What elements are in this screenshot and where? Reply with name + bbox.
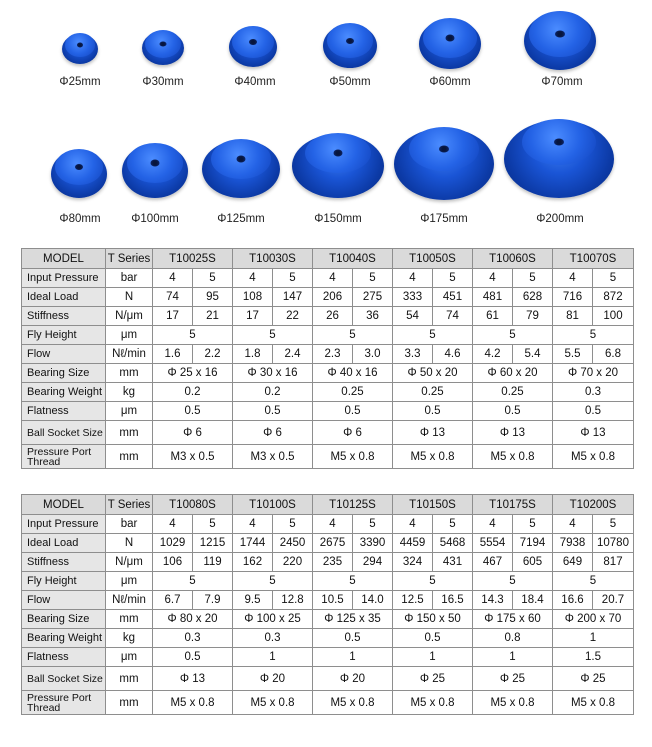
bearing-caption: Φ70mm bbox=[541, 76, 583, 88]
spec-row bbox=[22, 421, 634, 445]
cell-value: 5 bbox=[593, 269, 634, 288]
model-name: T10125S bbox=[313, 495, 393, 515]
bearing-70mm bbox=[522, 9, 598, 73]
cell-value: 1.5 bbox=[553, 648, 634, 667]
cell-value: 17 bbox=[233, 307, 273, 326]
cell-value: 5 bbox=[233, 326, 313, 345]
cell-value: 5 bbox=[153, 326, 233, 345]
bearing-30mm bbox=[140, 27, 186, 71]
cell-value: 2.4 bbox=[273, 345, 313, 364]
bearing-caption: Φ100mm bbox=[131, 213, 179, 225]
cell-value: Φ 13 bbox=[473, 421, 553, 445]
row-label: Bearing Size bbox=[22, 364, 106, 383]
cell-value: 649 bbox=[553, 553, 593, 572]
cell-value: 4.6 bbox=[433, 345, 473, 364]
cell-value: 61 bbox=[473, 307, 513, 326]
header-row bbox=[22, 495, 634, 515]
bearing-photos bbox=[0, 0, 652, 240]
cell-value: 7.9 bbox=[193, 591, 233, 610]
spec-row bbox=[22, 591, 634, 610]
cell-value: 4 bbox=[233, 269, 273, 288]
spec-row bbox=[22, 648, 634, 667]
model-name: T10025S bbox=[153, 249, 233, 269]
cell-value: 36 bbox=[353, 307, 393, 326]
bearing-100mm bbox=[120, 140, 190, 202]
cell-value: Φ 70 x 20 bbox=[553, 364, 634, 383]
cell-value: 79 bbox=[513, 307, 553, 326]
cell-value: M5 x 0.8 bbox=[553, 445, 634, 469]
cell-value: 74 bbox=[433, 307, 473, 326]
cell-value: M5 x 0.8 bbox=[473, 445, 553, 469]
cell-value: 716 bbox=[553, 288, 593, 307]
cell-value: 481 bbox=[473, 288, 513, 307]
cell-value: 5.5 bbox=[553, 345, 593, 364]
cell-value: 5 bbox=[593, 515, 634, 534]
row-unit: N/μm bbox=[106, 553, 153, 572]
bearing-50mm bbox=[322, 20, 378, 72]
cell-value: M5 x 0.8 bbox=[393, 691, 473, 715]
cell-value: 4 bbox=[233, 515, 273, 534]
bearing-25mm bbox=[60, 30, 100, 70]
cell-value: 294 bbox=[353, 553, 393, 572]
cell-value: Φ 80 x 20 bbox=[153, 610, 233, 629]
cell-value: 5 bbox=[553, 326, 634, 345]
row-unit: μm bbox=[106, 402, 153, 421]
cell-value: 5 bbox=[473, 572, 553, 591]
cell-value: 3.0 bbox=[353, 345, 393, 364]
cell-value: 10780 bbox=[593, 534, 634, 553]
cell-value: 0.2 bbox=[153, 383, 233, 402]
spec-row bbox=[22, 402, 634, 421]
cell-value: 9.5 bbox=[233, 591, 273, 610]
spec-row bbox=[22, 288, 634, 307]
cell-value: M5 x 0.8 bbox=[553, 691, 634, 715]
cell-value: 7938 bbox=[553, 534, 593, 553]
cell-value: 162 bbox=[233, 553, 273, 572]
row-label: Pressure Port Thread bbox=[22, 691, 106, 715]
cell-value: 1744 bbox=[233, 534, 273, 553]
cell-value: 4 bbox=[153, 515, 193, 534]
cell-value: 14.0 bbox=[353, 591, 393, 610]
row-label: Ball Socket Size bbox=[22, 667, 106, 691]
cell-value: Φ 13 bbox=[153, 667, 233, 691]
cell-value: 2675 bbox=[313, 534, 353, 553]
bearing-caption: Φ150mm bbox=[314, 213, 362, 225]
row-unit: mm bbox=[106, 667, 153, 691]
cell-value: 0.5 bbox=[313, 402, 393, 421]
row-label: Bearing Size bbox=[22, 610, 106, 629]
row-label: Fly Height bbox=[22, 326, 106, 345]
cell-value: M3 x 0.5 bbox=[153, 445, 233, 469]
cell-value: 605 bbox=[513, 553, 553, 572]
row-label: Flow bbox=[22, 591, 106, 610]
model-name: T10200S bbox=[553, 495, 634, 515]
cell-value: Φ 125 x 35 bbox=[313, 610, 393, 629]
bearing-caption: Φ25mm bbox=[59, 76, 101, 88]
cell-value: Φ 20 bbox=[313, 667, 393, 691]
spec-row bbox=[22, 326, 634, 345]
cell-value: 14.3 bbox=[473, 591, 513, 610]
cell-value: 4 bbox=[313, 269, 353, 288]
cell-value: 5 bbox=[473, 326, 553, 345]
cell-value: 1.6 bbox=[153, 345, 193, 364]
cell-value: 5 bbox=[393, 572, 473, 591]
cell-value: 106 bbox=[153, 553, 193, 572]
row-label: Pressure Port Thread bbox=[22, 445, 106, 469]
row-unit: mm bbox=[106, 610, 153, 629]
row-unit: bar bbox=[106, 269, 153, 288]
cell-value: Φ 25 bbox=[553, 667, 634, 691]
cell-value: M5 x 0.8 bbox=[313, 445, 393, 469]
spec-row bbox=[22, 572, 634, 591]
cell-value: 0.5 bbox=[473, 402, 553, 421]
cell-value: 206 bbox=[313, 288, 353, 307]
row-unit: bar bbox=[106, 515, 153, 534]
bearing-150mm bbox=[290, 130, 386, 202]
cell-value: 17 bbox=[153, 307, 193, 326]
cell-value: 100 bbox=[593, 307, 634, 326]
cell-value: Φ 175 x 60 bbox=[473, 610, 553, 629]
cell-value: 0.3 bbox=[153, 629, 233, 648]
cell-value: 4 bbox=[553, 269, 593, 288]
cell-value: 21 bbox=[193, 307, 233, 326]
cell-value: 54 bbox=[393, 307, 433, 326]
cell-value: 95 bbox=[193, 288, 233, 307]
model-name: T10060S bbox=[473, 249, 553, 269]
cell-value: M5 x 0.8 bbox=[233, 691, 313, 715]
spec-row bbox=[22, 364, 634, 383]
row-unit: mm bbox=[106, 691, 153, 715]
row-label: Input Pressure bbox=[22, 269, 106, 288]
cell-value: 451 bbox=[433, 288, 473, 307]
row-unit: μm bbox=[106, 326, 153, 345]
cell-value: 81 bbox=[553, 307, 593, 326]
cell-value: 12.8 bbox=[273, 591, 313, 610]
row-unit: N bbox=[106, 288, 153, 307]
model-name: T10040S bbox=[313, 249, 393, 269]
cell-value: Φ 6 bbox=[233, 421, 313, 445]
cell-value: Φ 25 x 16 bbox=[153, 364, 233, 383]
spec-row bbox=[22, 610, 634, 629]
cell-value: 4 bbox=[153, 269, 193, 288]
cell-value: 5 bbox=[313, 572, 393, 591]
cell-value: 108 bbox=[233, 288, 273, 307]
row-label: Input Pressure bbox=[22, 515, 106, 534]
cell-value: 7194 bbox=[513, 534, 553, 553]
cell-value: M3 x 0.5 bbox=[233, 445, 313, 469]
row-unit: mm bbox=[106, 445, 153, 469]
cell-value: 3390 bbox=[353, 534, 393, 553]
row-unit: kg bbox=[106, 383, 153, 402]
bearing-caption: Φ125mm bbox=[217, 213, 265, 225]
spec-row bbox=[22, 534, 634, 553]
cell-value: 1 bbox=[313, 648, 393, 667]
bearing-caption: Φ80mm bbox=[59, 213, 101, 225]
model-name: T10100S bbox=[233, 495, 313, 515]
cell-value: 5 bbox=[353, 515, 393, 534]
cell-value: Φ 6 bbox=[313, 421, 393, 445]
cell-value: Φ 25 bbox=[393, 667, 473, 691]
cell-value: 333 bbox=[393, 288, 433, 307]
cell-value: 5554 bbox=[473, 534, 513, 553]
row-unit: N/μm bbox=[106, 307, 153, 326]
cell-value: 0.5 bbox=[153, 402, 233, 421]
cell-value: M5 x 0.8 bbox=[313, 691, 393, 715]
cell-value: 0.5 bbox=[233, 402, 313, 421]
model-name: T10050S bbox=[393, 249, 473, 269]
cell-value: 817 bbox=[593, 553, 634, 572]
row-unit: mm bbox=[106, 421, 153, 445]
cell-value: Φ 60 x 20 bbox=[473, 364, 553, 383]
model-name: T10070S bbox=[553, 249, 634, 269]
bearing-40mm bbox=[227, 23, 279, 71]
row-label: Flow bbox=[22, 345, 106, 364]
cell-value: 0.25 bbox=[393, 383, 473, 402]
cell-value: 1029 bbox=[153, 534, 193, 553]
cell-value: 1 bbox=[393, 648, 473, 667]
cell-value: 5468 bbox=[433, 534, 473, 553]
spec-row bbox=[22, 691, 634, 715]
row-label: Stiffness bbox=[22, 553, 106, 572]
model-header: MODEL bbox=[22, 249, 106, 269]
row-label: Fly Height bbox=[22, 572, 106, 591]
cell-value: 16.6 bbox=[553, 591, 593, 610]
cell-value: 10.5 bbox=[313, 591, 353, 610]
row-label: Flatness bbox=[22, 648, 106, 667]
cell-value: 0.25 bbox=[473, 383, 553, 402]
bearing-125mm bbox=[200, 136, 282, 202]
model-name: T10175S bbox=[473, 495, 553, 515]
bearing-caption: Φ30mm bbox=[142, 76, 184, 88]
row-unit: mm bbox=[106, 364, 153, 383]
bearing-60mm bbox=[417, 15, 483, 73]
cell-value: 0.5 bbox=[393, 629, 473, 648]
cell-value: 5 bbox=[193, 515, 233, 534]
model-name: T10150S bbox=[393, 495, 473, 515]
cell-value: 6.8 bbox=[593, 345, 634, 364]
cell-value: Φ 50 x 20 bbox=[393, 364, 473, 383]
series-header: T Series bbox=[106, 495, 153, 515]
cell-value: 4 bbox=[553, 515, 593, 534]
cell-value: Φ 40 x 16 bbox=[313, 364, 393, 383]
cell-value: Φ 150 x 50 bbox=[393, 610, 473, 629]
row-unit: Nℓ/min bbox=[106, 591, 153, 610]
cell-value: 0.3 bbox=[553, 383, 634, 402]
cell-value: M5 x 0.8 bbox=[473, 691, 553, 715]
bearing-caption: Φ175mm bbox=[420, 213, 468, 225]
cell-value: M5 x 0.8 bbox=[393, 445, 473, 469]
spec-row bbox=[22, 445, 634, 469]
spec-table-2 bbox=[21, 494, 634, 715]
cell-value: 5 bbox=[233, 572, 313, 591]
bearing-caption: Φ50mm bbox=[329, 76, 371, 88]
spec-row bbox=[22, 269, 634, 288]
series-header: T Series bbox=[106, 249, 153, 269]
row-unit: μm bbox=[106, 648, 153, 667]
cell-value: 5 bbox=[193, 269, 233, 288]
row-unit: kg bbox=[106, 629, 153, 648]
bearing-caption: Φ200mm bbox=[536, 213, 584, 225]
row-unit: N bbox=[106, 534, 153, 553]
cell-value: 0.25 bbox=[313, 383, 393, 402]
spec-row bbox=[22, 629, 634, 648]
cell-value: 147 bbox=[273, 288, 313, 307]
cell-value: Φ 13 bbox=[553, 421, 634, 445]
cell-value: 4 bbox=[393, 269, 433, 288]
cell-value: 431 bbox=[433, 553, 473, 572]
cell-value: 5.4 bbox=[513, 345, 553, 364]
row-label: Ideal Load bbox=[22, 288, 106, 307]
cell-value: 275 bbox=[353, 288, 393, 307]
cell-value: 0.3 bbox=[233, 629, 313, 648]
row-unit: μm bbox=[106, 572, 153, 591]
cell-value: 1.8 bbox=[233, 345, 273, 364]
cell-value: Φ 25 bbox=[473, 667, 553, 691]
row-label: Stiffness bbox=[22, 307, 106, 326]
model-name: T10030S bbox=[233, 249, 313, 269]
cell-value: 26 bbox=[313, 307, 353, 326]
row-label: Ideal Load bbox=[22, 534, 106, 553]
spec-row bbox=[22, 553, 634, 572]
cell-value: 22 bbox=[273, 307, 313, 326]
spec-row bbox=[22, 515, 634, 534]
model-header: MODEL bbox=[22, 495, 106, 515]
cell-value: 4 bbox=[473, 269, 513, 288]
cell-value: 4459 bbox=[393, 534, 433, 553]
cell-value: 220 bbox=[273, 553, 313, 572]
cell-value: 0.2 bbox=[233, 383, 313, 402]
bearing-caption: Φ40mm bbox=[234, 76, 276, 88]
cell-value: 2.3 bbox=[313, 345, 353, 364]
cell-value: Φ 20 bbox=[233, 667, 313, 691]
cell-value: 5 bbox=[273, 515, 313, 534]
spec-row bbox=[22, 667, 634, 691]
bearing-175mm bbox=[392, 124, 496, 204]
bearing-caption: Φ60mm bbox=[429, 76, 471, 88]
cell-value: 20.7 bbox=[593, 591, 634, 610]
row-label: Flatness bbox=[22, 402, 106, 421]
model-name: T10080S bbox=[153, 495, 233, 515]
cell-value: 3.3 bbox=[393, 345, 433, 364]
row-label: Bearing Weight bbox=[22, 629, 106, 648]
cell-value: 4.2 bbox=[473, 345, 513, 364]
header-row bbox=[22, 249, 634, 269]
cell-value: 18.4 bbox=[513, 591, 553, 610]
cell-value: Φ 13 bbox=[393, 421, 473, 445]
cell-value: 235 bbox=[313, 553, 353, 572]
cell-value: 74 bbox=[153, 288, 193, 307]
cell-value: Φ 200 x 70 bbox=[553, 610, 634, 629]
cell-value: 2450 bbox=[273, 534, 313, 553]
cell-value: Φ 30 x 16 bbox=[233, 364, 313, 383]
cell-value: 872 bbox=[593, 288, 634, 307]
cell-value: 0.8 bbox=[473, 629, 553, 648]
cell-value: 119 bbox=[193, 553, 233, 572]
cell-value: 6.7 bbox=[153, 591, 193, 610]
cell-value: Φ 100 x 25 bbox=[233, 610, 313, 629]
cell-value: 324 bbox=[393, 553, 433, 572]
cell-value: 2.2 bbox=[193, 345, 233, 364]
cell-value: 5 bbox=[513, 515, 553, 534]
cell-value: 5 bbox=[273, 269, 313, 288]
cell-value: M5 x 0.8 bbox=[153, 691, 233, 715]
cell-value: 4 bbox=[473, 515, 513, 534]
cell-value: 1 bbox=[473, 648, 553, 667]
cell-value: 4 bbox=[393, 515, 433, 534]
cell-value: 467 bbox=[473, 553, 513, 572]
cell-value: 0.5 bbox=[553, 402, 634, 421]
bearing-80mm bbox=[50, 146, 108, 202]
cell-value: 5 bbox=[513, 269, 553, 288]
cell-value: Φ 6 bbox=[153, 421, 233, 445]
cell-value: 16.5 bbox=[433, 591, 473, 610]
cell-value: 5 bbox=[433, 269, 473, 288]
cell-value: 0.5 bbox=[313, 629, 393, 648]
cell-value: 5 bbox=[393, 326, 473, 345]
cell-value: 5 bbox=[433, 515, 473, 534]
cell-value: 12.5 bbox=[393, 591, 433, 610]
cell-value: 628 bbox=[513, 288, 553, 307]
row-label: Bearing Weight bbox=[22, 383, 106, 402]
cell-value: 0.5 bbox=[393, 402, 473, 421]
spec-row bbox=[22, 307, 634, 326]
cell-value: 0.5 bbox=[153, 648, 233, 667]
cell-value: 1215 bbox=[193, 534, 233, 553]
cell-value: 5 bbox=[313, 326, 393, 345]
cell-value: 5 bbox=[553, 572, 634, 591]
cell-value: 4 bbox=[313, 515, 353, 534]
cell-value: 5 bbox=[353, 269, 393, 288]
cell-value: 1 bbox=[233, 648, 313, 667]
cell-value: 5 bbox=[153, 572, 233, 591]
row-unit: Nℓ/min bbox=[106, 345, 153, 364]
cell-value: 1 bbox=[553, 629, 634, 648]
bearing-200mm bbox=[502, 116, 616, 202]
spec-row bbox=[22, 345, 634, 364]
spec-row bbox=[22, 383, 634, 402]
spec-table-1 bbox=[21, 248, 634, 469]
row-label: Ball Socket Size bbox=[22, 421, 106, 445]
